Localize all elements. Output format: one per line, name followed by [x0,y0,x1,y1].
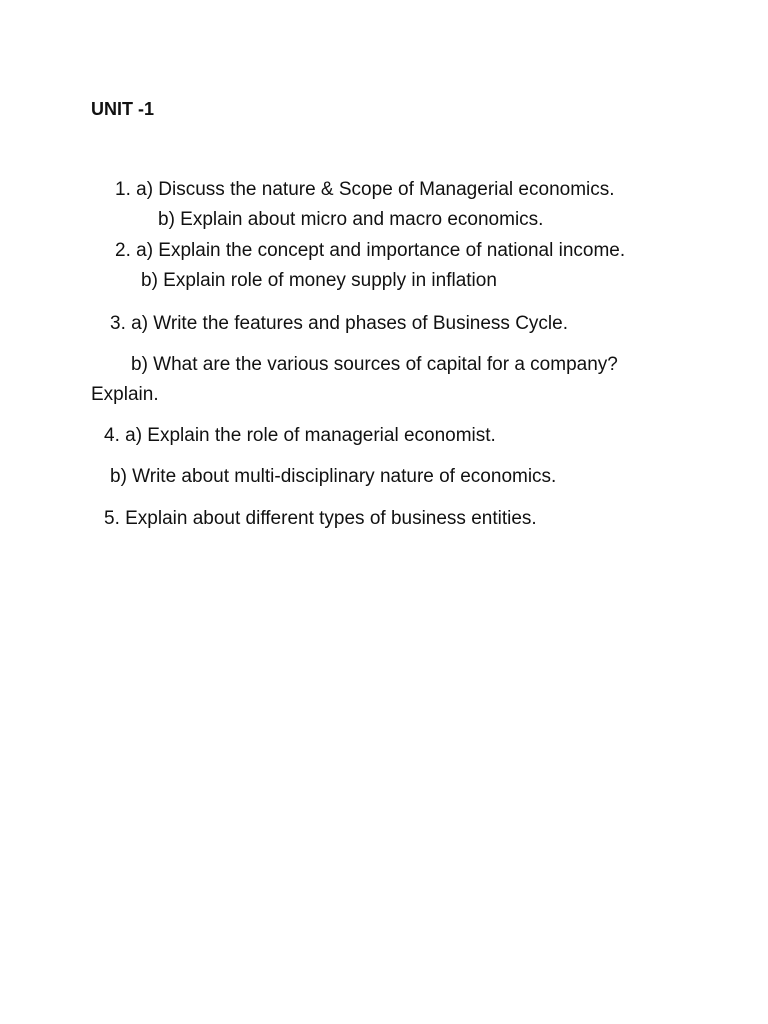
question-3b: b) What are the various sources of capital for a company? [131,354,618,375]
unit-heading: UNIT -1 [91,99,154,119]
question-5: 5. Explain about different types of business entities. [104,508,537,529]
question-3a: 3. a) Write the features and phases of Business Cycle. [110,313,568,334]
question-2a: 2. a) Explain the concept and importance of national income. [115,240,626,261]
question-4b: b) Write about multi-disciplinary nature of economics. [110,466,557,487]
question-2b: b) Explain role of money supply in inflation [141,270,497,291]
question-4a: 4. a) Explain the role of managerial economist. [104,425,496,446]
question-1b: b) Explain about micro and macro economics. [158,209,544,230]
question-3b-continuation: Explain. [91,384,159,405]
question-1a: 1. a) Discuss the nature & Scope of Managerial economics. [115,179,615,200]
